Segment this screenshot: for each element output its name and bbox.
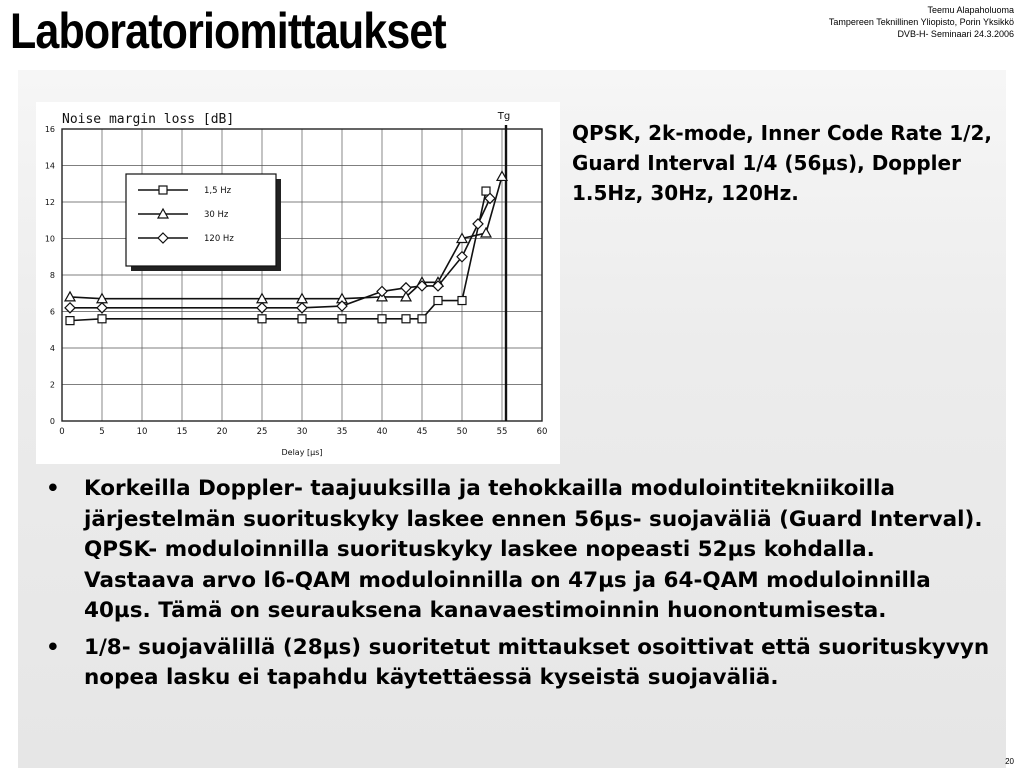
data-point: [338, 315, 346, 323]
x-tick-label: 15: [176, 427, 188, 437]
data-point: [418, 315, 426, 323]
x-tick-label: 5: [99, 427, 105, 437]
chart-ticks: [45, 125, 548, 437]
data-point: [458, 297, 466, 305]
data-point: [401, 283, 411, 293]
legend-marker: [159, 186, 167, 194]
y-tick-label: 14: [44, 161, 55, 171]
guard-interval-marker-label: Tg: [497, 111, 511, 122]
bullet-list: [40, 474, 990, 700]
slide-title: Laboratoriomittaukset: [10, 3, 446, 59]
legend-label: 120 Hz: [204, 234, 234, 244]
x-tick-label: 20: [216, 427, 228, 437]
x-tick-label: 60: [536, 427, 548, 437]
bullet-item: • 1/8- suojavälillä (28µs) suoritetut mittaukset osoittivat että suorituskyvyn nopea lasku ei tapahdu käytettäessä kyseistä suojaväliä.: [40, 633, 990, 694]
y-tick-label: 6: [49, 307, 55, 317]
affiliation: Tampereen Teknillinen Yliopisto, Porin Yksikkö: [828, 17, 1014, 27]
x-tick-label: 25: [256, 427, 268, 437]
chart-container: [36, 102, 560, 464]
data-point: [402, 315, 410, 323]
chart-markers: [497, 111, 510, 421]
x-tick-label: 45: [416, 427, 428, 437]
data-point: [473, 219, 483, 229]
y-tick-label: 8: [49, 271, 55, 280]
author-name: Teemu Alapaholuoma: [927, 5, 1014, 15]
legend-box: [126, 174, 276, 266]
x-tick-label: 0: [59, 427, 65, 437]
x-tick-label: 40: [376, 427, 388, 437]
data-point: [258, 315, 266, 323]
chart-caption: QPSK, 2k-mode, Inner Code Rate 1/2, Guard Interval 1/4 (56µs), Doppler 1.5Hz, 30Hz, 120Hz.: [572, 121, 992, 205]
bullet-item: • Korkeilla Doppler- taajuuksilla ja tehokkailla modulointitekniikoilla järjestelmän suorituskyky laskee ennen 56µs- suojaväliä (Guard Interval). QPSK- moduloinnilla suorituskyky laskee nopeasti 52µs kohdalla. Vastaava arvo l6-QAM moduloinnilla on 47µs ja 64-QAM moduloinnilla 40µs. Tämä on seurauksena kanavaestimoinnin huonontumisesta.: [40, 474, 990, 627]
x-tick-label: 10: [136, 427, 148, 437]
noise-margin-chart: [36, 102, 560, 464]
data-point: [377, 286, 387, 296]
data-point: [434, 297, 442, 305]
y-tick-label: 12: [44, 198, 55, 207]
y-tick-label: 2: [49, 380, 55, 390]
data-point: [98, 315, 106, 323]
legend-label: 1,5 Hz: [204, 186, 232, 196]
chart-title: Noise margin loss [dB]: [62, 112, 235, 127]
x-tick-label: 30: [296, 427, 308, 437]
chart-legend: [126, 174, 281, 271]
data-point: [378, 315, 386, 323]
y-tick-label: 10: [44, 234, 55, 244]
y-tick-label: 0: [49, 417, 55, 426]
event-name: DVB-H- Seminaari 24.3.2006: [897, 29, 1014, 39]
x-axis-label: Delay [µs]: [281, 448, 323, 457]
chart-grid: [62, 129, 542, 421]
y-tick-label: 16: [44, 125, 55, 134]
x-tick-label: 50: [456, 427, 468, 437]
data-point: [66, 317, 74, 325]
page-number: 20: [1005, 757, 1014, 766]
data-point: [298, 315, 306, 323]
y-tick-label: 4: [49, 344, 55, 353]
legend-label: 30 Hz: [204, 210, 229, 220]
x-tick-label: 55: [496, 427, 508, 437]
header-info: [829, 4, 1014, 40]
data-point: [481, 228, 491, 237]
x-tick-label: 35: [336, 427, 348, 437]
